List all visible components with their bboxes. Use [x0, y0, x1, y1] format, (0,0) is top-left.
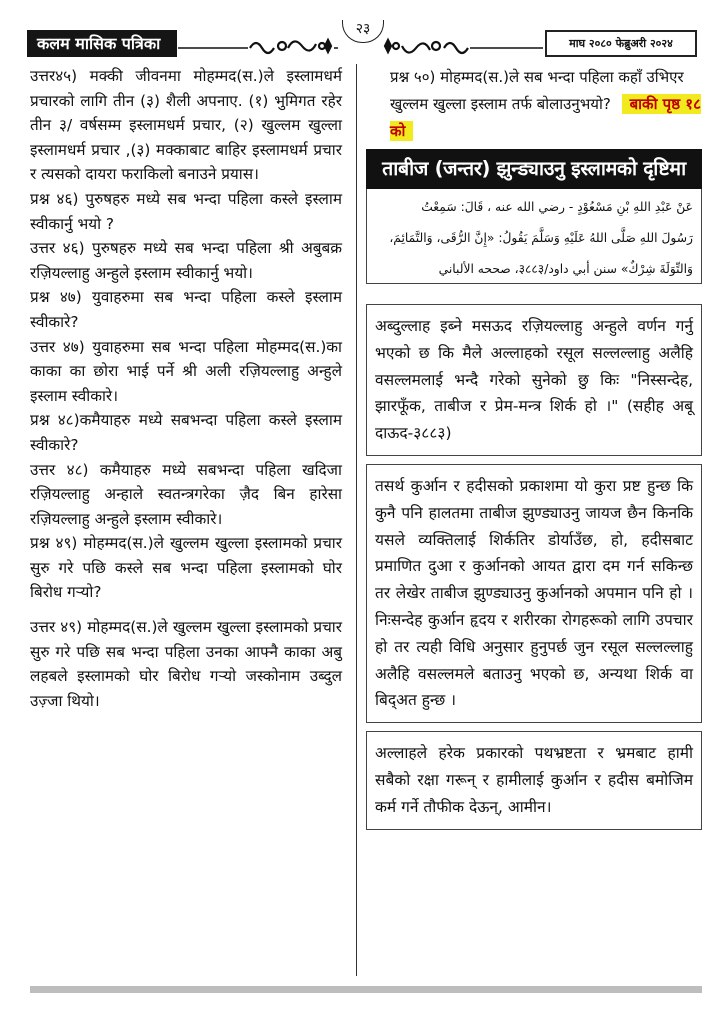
question-49: प्रश्न ४९) मोहम्मद(स.)ले खुल्लम खुल्ला इस्लामको प्रचार सुरु गरे पछि कस्ले सब भन्दा पहिला इस्लामको घोर बिरोध गऱ्यो? [30, 534, 342, 602]
magazine-name: कलम मासिक पत्रिका [27, 30, 177, 57]
arabic-line: رَسُولَ اللهِ صَلَّى اللهُ عَلَيْهِ وَسَلَّمَ يَقُولُ: «إِنَّ الرُّقَى، وَالتَّمَائِمَ، [389, 231, 693, 245]
paragraph: तसर्थ कुर्आन र हदीसको प्रकाशमा यो कुरा प्रष्ट हुन्छ कि कुनै पनि हालतमा ताबीज झुण्ड्याउनु जायज छैन किनकि यसले व्यक्तिलाई शिर्कतिर डोर्याउँछ, हो, हदीसबाट प्रमाणित दुआ र कुर्आनको आयत द्वारा दम गर्न सकिन्छ तर लेखेर ताबीज झुण्ड्याउनु कुर्आनको अपमान पनि हो । निःसन्देह कुर्आन हृदय र शरीरका रोगहरूको लागि उपचार हो तर त्यही विधि अनुसार हुनुपर्छ जुन रसूल सल्लल्लाहु अलैहि वसल्लमले बताउनु भएको छ, अन्यथा शिर्क वा बिद्अत हुन्छ । [375, 476, 693, 710]
question-50-text: प्रश्न ५०) मोहम्मद(स.)ले सब भन्दा पहिला कहाँ उभिएर खुल्लम खुल्ला इस्लाम तर्फ बोलाउनुभयो? [390, 68, 684, 113]
article-title: ताबीज (जन्तर) झुन्ड्याउनु इस्लामको दृष्टिमा [366, 149, 702, 189]
explanation-box [366, 464, 702, 723]
answer-47: उत्तर ४७) युवाहरुमा सब भन्दा पहिला मोहम्मद(स.)का काका का छोरा भाई पर्ने श्री अली रज़ियल्लाहु अन्हुले इस्लाम स्वीकारे। [30, 337, 342, 405]
answer-46: उत्तर ४६) पुरुषहरु मध्ये सब भन्दा पहिला श्री अबुबक्र रज़ियल्लाहु अन्हुले इस्लाम स्वीकार्नु भयो। [30, 239, 342, 282]
question-50 [366, 64, 702, 145]
answer-45: उत्तर४५) मक्की जीवनमा मोहम्मद(स.)ले इस्लामधर्म प्रचारको लागि तीन (३) शैली अपनाए. (१) भुमिगत रहेर तीन ३/ वर्षसम्म इस्लामधर्म प्रचार, (२) खुल्लम खुल्ला इस्लामधर्म प्रचार ,(३) मक्काबाट बाहिर इस्लामधर्म प्रचार र त्यसको दायरा फराकिलो बनाउने प्रयास। [30, 67, 342, 184]
question-47: प्रश्न ४७) युवाहरुमा सब भन्दा पहिला कस्ले इस्लाम स्वीकारे? [30, 288, 342, 331]
answer-49: उत्तर ४९) मोहम्मद(स.)ले खुल्लम खुल्ला इस्लामको प्रचार सुरु गरे पछि सब भन्दा पहिला उनका आफ्नै काका अबु लहबले इस्लामको घोर बिरोध गऱ्यो जस्कोनाम उब्दुल उज़्जा थियो। [30, 618, 342, 710]
arabic-line: وَالتِّوَلَةَ شِرْكٌ» سنن أبي داود/३८८३، صححه الألباني [438, 262, 693, 276]
page-header [0, 0, 724, 60]
column-divider [356, 64, 357, 976]
continued-page-note: बाकी पृष्ठ १८ को [390, 95, 701, 140]
question-48: प्रश्न ४८)कमैयाहरु मध्ये सबभन्दा पहिला कस्ले इस्लाम स्वीकारे? [30, 411, 342, 454]
footer-bar [30, 986, 702, 993]
answer-48: उत्तर ४८) कमैयाहरु मध्ये सबभन्दा पहिला खदिजा रज़ियल्लाहु अन्हाले स्वतन्त्रगरेका ज़ैद बिन हारेसा रज़ियल्लाहु अन्हुले इस्लाम स्वीकारे। [30, 460, 342, 528]
hadith-translation-box [366, 304, 702, 456]
left-column [30, 64, 342, 713]
right-column [366, 64, 702, 830]
page-number: २३ [342, 20, 384, 43]
paragraph: अब्दुल्लाह इब्ने मसऊद रज़ियल्लाहु अन्हुले वर्णन गर्नु भएको छ कि मैले अल्लाहको रसूल सल्लल्लाहु अलैहि वसल्लमलाई भन्दै गरेको सुनेको छु किः "निस्सन्देह, झारफूँक, ताबीज र प्रेम-मन्त्र शिर्क हो ।" (सहीह अबू दाऊद-३८८३) [375, 317, 693, 443]
arabic-hadith-box [366, 189, 702, 284]
arabic-line: عَنْ عَبْدِ اللهِ بْنِ مَسْعُوْدٍ - رضي الله عنه ، قَالَ: سَمِعْتُ [421, 200, 693, 214]
paragraph: अल्लाहले हरेक प्रकारको पथभ्रष्टता र भ्रमबाट हामी सबैको रक्षा गरून् र हामीलाई कुर्आन र हदीस बमोजिम कर्म गर्ने तौफीक देऊन्, आमीन। [375, 744, 693, 816]
prayer-box [366, 731, 702, 829]
question-46: प्रश्न ४६) पुरुषहरु मध्ये सब भन्दा पहिला कस्ले इस्लाम स्वीकार्नु भयो ? [30, 189, 342, 233]
issue-date: माघ २०८० फेब्रुअरी २०२४ [545, 30, 697, 57]
